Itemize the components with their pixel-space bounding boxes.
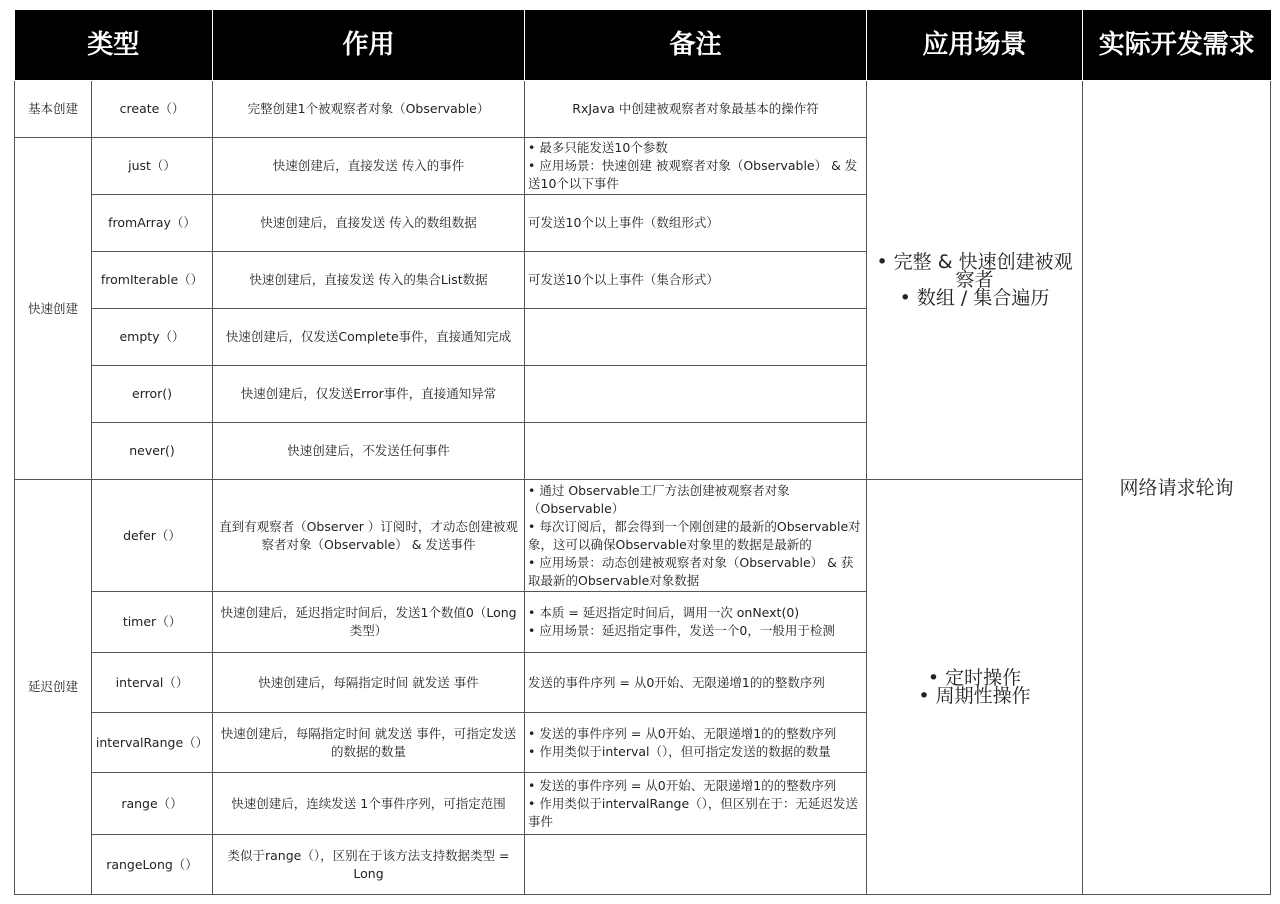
operator-name: error() bbox=[92, 366, 213, 423]
operator-name: defer（） bbox=[92, 480, 213, 592]
operator-note bbox=[525, 423, 867, 480]
operator-name: empty（） bbox=[92, 309, 213, 366]
operator-note bbox=[525, 81, 867, 138]
operator-name: create（） bbox=[92, 81, 213, 138]
header-row bbox=[15, 10, 1271, 81]
group-basic: 基本创建 bbox=[15, 81, 92, 138]
operator-effect: 快速创建后，直接发送 传入的事件 bbox=[213, 138, 525, 195]
note-line: 发送的事件序列 = 从0开始、无限递增1的的整数序列 bbox=[528, 674, 825, 690]
operator-note bbox=[525, 480, 867, 592]
table-row bbox=[15, 480, 1271, 592]
operator-name: rangeLong（） bbox=[92, 835, 213, 895]
operator-name: intervalRange（） bbox=[92, 713, 213, 773]
note-line: 可发送10个以上事件（集合形式） bbox=[528, 272, 719, 287]
note-line: • 最多只能发送10个参数 bbox=[528, 140, 668, 155]
operator-effect: 快速创建后，直接发送 传入的集合List数据 bbox=[213, 252, 525, 309]
operator-name: never() bbox=[92, 423, 213, 480]
operator-name: interval（） bbox=[92, 653, 213, 713]
operator-note bbox=[525, 138, 867, 195]
rxjava-create-operators-table bbox=[14, 10, 1271, 895]
note-line: • 发送的事件序列 = 从0开始、无限递增1的的整数序列 bbox=[528, 725, 837, 741]
note-line: • 应用场景：动态创建被观察者对象（Observable） & 获取最新的Observable对象数据 bbox=[528, 554, 854, 588]
table-row bbox=[15, 81, 1271, 138]
scene-fast bbox=[867, 81, 1083, 480]
operator-note bbox=[525, 252, 867, 309]
header-effect: 作用 bbox=[213, 10, 525, 81]
note-line: 可发送10个以上事件（数组形式） bbox=[528, 215, 719, 230]
header-note: 备注 bbox=[525, 10, 867, 81]
operator-effect: 快速创建后，每隔指定时间 就发送 事件 bbox=[213, 653, 525, 713]
header-scene: 应用场景 bbox=[867, 10, 1083, 81]
scene-line: • 完整 & 快速创建被观察者 bbox=[876, 251, 1073, 291]
operator-effect: 快速创建后，仅发送Complete事件，直接通知完成 bbox=[213, 309, 525, 366]
scene-line: • 数组 / 集合遍历 bbox=[899, 287, 1050, 309]
operator-effect: 快速创建后，每隔指定时间 就发送 事件，可指定发送的数据的数量 bbox=[213, 713, 525, 773]
operator-note bbox=[525, 835, 867, 895]
group-delay: 延迟创建 bbox=[15, 480, 92, 895]
note-line: • 作用类似于interval（），但可指定发送的数据的数量 bbox=[528, 743, 831, 759]
operator-name: range（） bbox=[92, 773, 213, 835]
note-line: • 本质 = 延迟指定时间后，调用一次 onNext(0) bbox=[528, 605, 800, 620]
operator-name: fromArray（） bbox=[92, 195, 213, 252]
operator-effect: 类似于range（），区别在于该方法支持数据类型 = Long bbox=[213, 835, 525, 895]
operator-note bbox=[525, 309, 867, 366]
operator-name: timer（） bbox=[92, 592, 213, 653]
operator-effect: 快速创建后，仅发送Error事件，直接通知异常 bbox=[213, 366, 525, 423]
scene-line: • 周期性操作 bbox=[918, 685, 1031, 707]
operator-effect: 快速创建后，直接发送 传入的数组数据 bbox=[213, 195, 525, 252]
note-line: • 发送的事件序列 = 从0开始、无限递增1的的整数序列 bbox=[528, 777, 837, 793]
operator-note bbox=[525, 773, 867, 835]
header-type: 类型 bbox=[15, 10, 213, 81]
header-need: 实际开发需求 bbox=[1083, 10, 1271, 81]
note-line: • 通过 Observable工厂方法创建被观察者对象（Observable） bbox=[528, 482, 790, 516]
scene-delay bbox=[867, 480, 1083, 895]
note-line: RxJava 中创建被观察者对象最基本的操作符 bbox=[572, 101, 819, 116]
operator-note bbox=[525, 195, 867, 252]
operator-name: just（） bbox=[92, 138, 213, 195]
operator-note bbox=[525, 592, 867, 653]
operator-effect: 完整创建1个被观察者对象（Observable） bbox=[213, 81, 525, 138]
operator-note bbox=[525, 366, 867, 423]
note-line: • 作用类似于intervalRange（），但区别在于：无延迟发送事件 bbox=[528, 795, 858, 829]
operator-effect: 快速创建后，不发送任何事件 bbox=[213, 423, 525, 480]
operator-note bbox=[525, 653, 867, 713]
group-fast: 快速创建 bbox=[15, 138, 92, 480]
operator-note bbox=[525, 713, 867, 773]
dev-need: 网络请求轮询 bbox=[1083, 81, 1271, 895]
scene-line: • 定时操作 bbox=[927, 667, 1022, 689]
operator-effect: 快速创建后，连续发送 1个事件序列，可指定范围 bbox=[213, 773, 525, 835]
note-line: • 每次订阅后，都会得到一个刚创建的最新的Observable对象，这可以确保Observable对象里的数据是最新的 bbox=[528, 518, 861, 552]
note-line: • 应用场景：延迟指定事件，发送一个0，一般用于检测 bbox=[528, 623, 835, 638]
operator-name: fromIterable（） bbox=[92, 252, 213, 309]
note-line: • 应用场景：快速创建 被观察者对象（Observable） & 发送10个以下事件 bbox=[528, 158, 858, 191]
operator-effect: 快速创建后，延迟指定时间后，发送1个数值0（Long类型） bbox=[213, 592, 525, 653]
operator-effect: 直到有观察者（Observer ）订阅时，才动态创建被观察者对象（Observable） & 发送事件 bbox=[213, 480, 525, 592]
